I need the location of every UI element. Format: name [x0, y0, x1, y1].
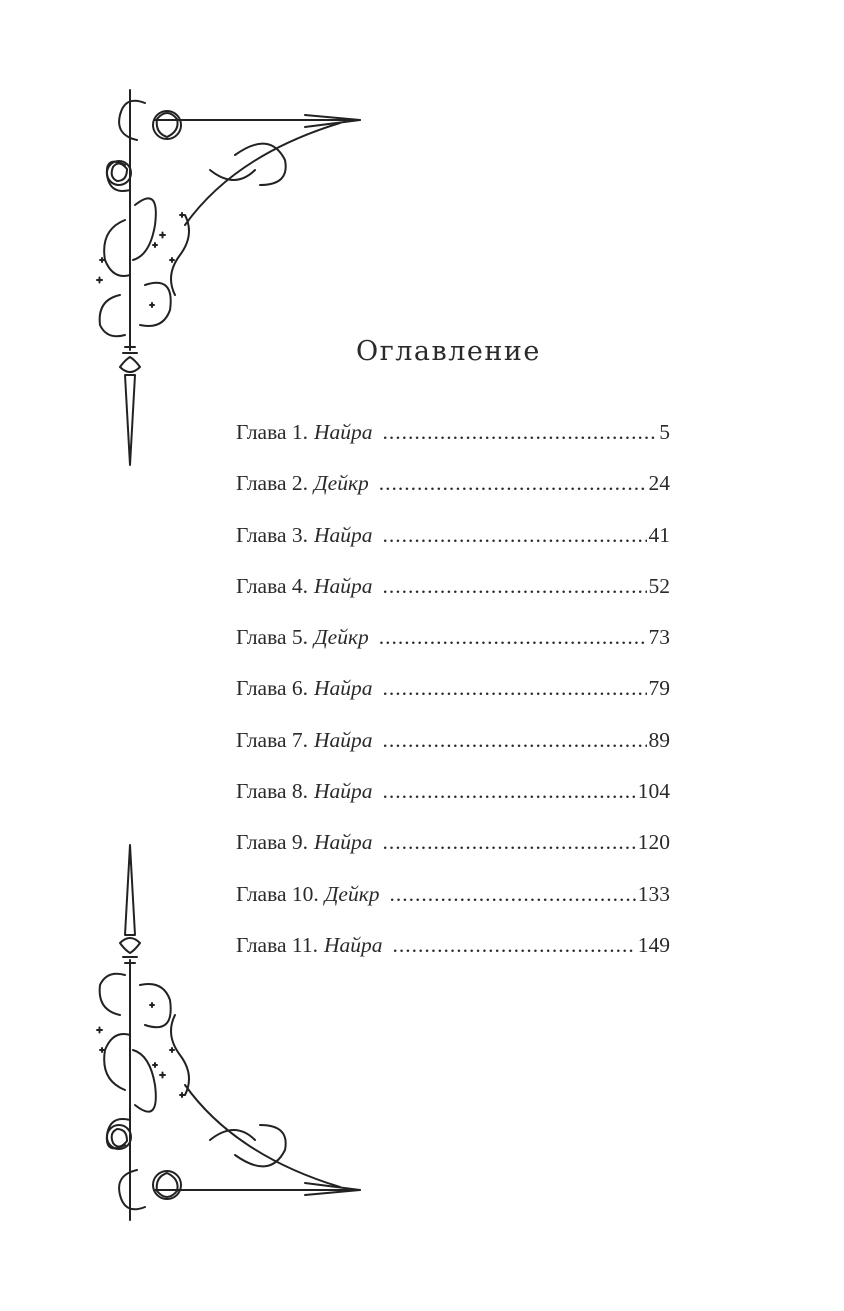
dot-leader	[383, 676, 647, 701]
toc-entry	[236, 625, 670, 676]
chapter-name: Найра	[314, 830, 373, 855]
chapter-label: Глава 6.	[236, 676, 308, 701]
chapter-label: Глава 8.	[236, 779, 308, 804]
page-number: 24	[648, 471, 670, 496]
chapter-name: Найра	[314, 420, 373, 444]
page-number: 120	[637, 830, 670, 855]
chapter-name: Дейкр	[314, 471, 369, 496]
dot-leader	[383, 728, 647, 753]
chapter-label: Глава 5.	[236, 625, 308, 650]
dot-leader	[383, 830, 636, 855]
chapter-name: Найра	[314, 522, 373, 547]
chapter-name: Дейкр	[324, 881, 380, 906]
page-number: 79	[648, 676, 670, 701]
page-number: 73	[648, 625, 670, 650]
chapter-label: Глава 10.	[236, 881, 319, 906]
dot-leader	[379, 471, 647, 496]
chapter-label: Глава 3.	[236, 522, 308, 547]
page-title: Оглавление	[356, 336, 541, 367]
chapter-label: Глава 1.	[236, 420, 308, 444]
chapter-name: Найра	[314, 779, 373, 804]
chapter-label: Глава 7.	[236, 727, 308, 752]
page-number: 41	[648, 522, 670, 547]
dot-leader	[390, 882, 636, 907]
toc-entry	[236, 420, 670, 471]
dot-leader	[379, 625, 647, 650]
dot-leader	[383, 574, 647, 599]
toc-entry	[236, 779, 670, 830]
page-number: 89	[648, 727, 670, 752]
page-number: 52	[648, 573, 670, 598]
chapter-name: Дейкр	[314, 625, 369, 650]
corner-ornament-bottom-icon	[85, 840, 365, 1225]
dot-leader	[392, 933, 635, 958]
dot-leader	[383, 523, 647, 548]
chapter-name: Найра	[314, 727, 373, 752]
toc-entry	[236, 676, 670, 727]
chapter-label: Глава 2.	[236, 471, 308, 496]
dot-leader	[383, 420, 658, 445]
corner-ornament-top-icon	[85, 85, 365, 470]
page-number: 5	[659, 420, 670, 444]
dot-leader	[383, 779, 636, 804]
chapter-label: Глава 9.	[236, 830, 308, 855]
toc-entry	[236, 471, 670, 522]
toc-entry	[236, 523, 670, 574]
chapter-name: Найра	[314, 676, 373, 701]
page-number: 149	[637, 932, 670, 957]
chapter-label: Глава 4.	[236, 573, 308, 598]
chapter-label: Глава 11.	[236, 932, 318, 957]
toc-entry	[236, 574, 670, 625]
page-number: 104	[637, 779, 670, 804]
chapter-name: Найра	[314, 573, 373, 598]
toc-entry	[236, 728, 670, 779]
page-number: 133	[637, 881, 670, 906]
chapter-name: Найра	[323, 932, 383, 957]
